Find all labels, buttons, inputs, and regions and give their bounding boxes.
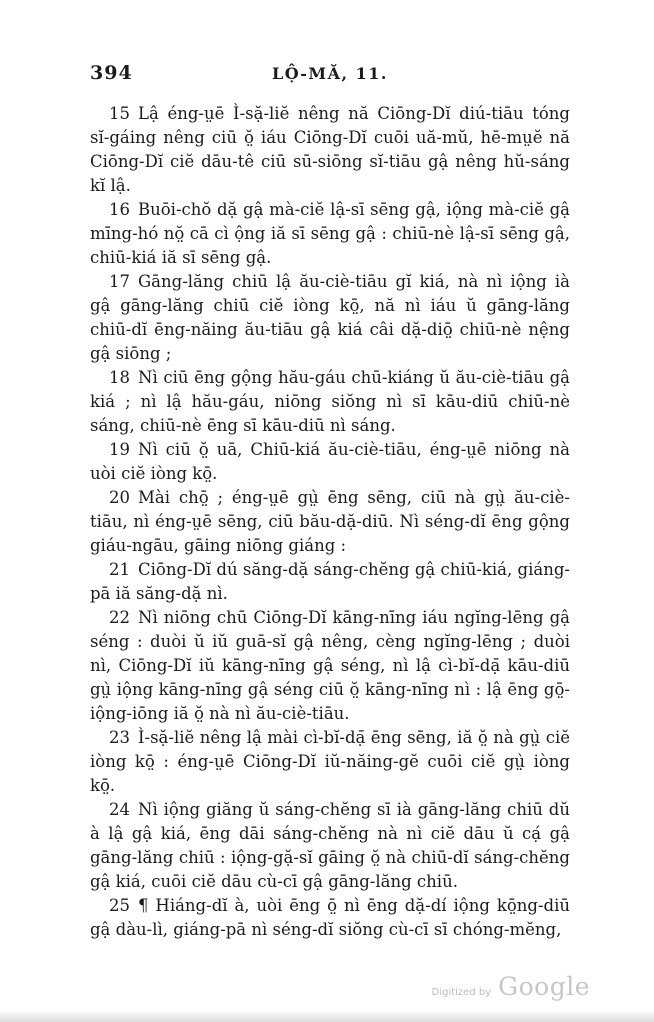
verse-text: Mài chō̤ ; éng-ṳē gṳ̀ ēng sēng, ciū nà gṳ̀ ău-ciè-tiāu, nì éng-ṳē sēng, ciū bău-dặ-diū. Nì séng-dĭ ēng gộng giáu-ngāu, gāing niōng giáng : (90, 488, 570, 555)
watermark-prefix: Digitized by (431, 987, 492, 998)
verse-18 (90, 366, 570, 438)
verse-number: 25 (109, 896, 130, 915)
verse-text: ¶ Hiáng-dĭ à, uòi ēng ō̤ nì ēng dặ-dí iộng kō̤ng-diū gậ dàu-lì, giáng-pā nì séng-dĭ siŏng cù-cī sī chóng-mĕng, (90, 896, 570, 939)
verse-number: 19 (109, 440, 130, 459)
verse-text: Buōi-chŏ dặ gậ mà-ciĕ lậ-sī sēng gậ, iộng mà-ciĕ gậ mīng-hó nŏ̤ cā cì ộng iă sī sēng gậ : chiū-nè lậ-sī sēng gậ, chiū-kiá iă sī sēng gậ. (90, 200, 570, 267)
verse-25 (90, 894, 570, 942)
verse-21 (90, 558, 570, 606)
verse-number: 16 (109, 200, 130, 219)
verse-17 (90, 270, 570, 366)
verse-15 (90, 102, 570, 198)
verse-text: Ì-sặ-liĕ nêng lậ mài cì-bĭ-dạ̄ ēng sēng, iă ŏ̤ nà gṳ̀ ciĕ iòng kō̤ : éng-ṳē Ciōng-Dĭ iŭ-năing-gĕ cuōi ciĕ gṳ̀ iòng kō̤. (90, 728, 570, 795)
verse-number: 21 (109, 560, 130, 579)
verse-22 (90, 606, 570, 726)
scan-bottom-edge (0, 1010, 654, 1022)
verse-number: 15 (109, 104, 130, 123)
verse-text: Nì niōng chū Ciōng-Dĭ kāng-nīng iáu ngĭng-lēng gậ séng : duòi ŭ iŭ guā-sĭ gậ nêng, cèng ngĭng-lēng ; duòi nì, Ciōng-Dĭ iŭ kāng-nīng gậ séng, nì lậ cì-bĭ-dạ̄ kāu-diū gṳ̀ iộng kāng-nīng gậ séng ciū ŏ̤ kāng-nīng nì : lậ ēng gō̤-iộng-iōng iă ŏ̤ nà nì ău-ciè-tiāu. (90, 608, 570, 723)
verse-text: Nì ciū ŏ̤ uā, Chiū-kiá ău-ciè-tiāu, éng-ṳē niōng nà uòi ciĕ iòng kō̤. (90, 440, 570, 483)
page-header (90, 62, 570, 88)
verse-number: 20 (109, 488, 130, 507)
verse-number: 22 (109, 608, 130, 627)
verse-19 (90, 438, 570, 486)
running-head-title: LỘ-MĂ, 11. (272, 64, 388, 83)
verse-16 (90, 198, 570, 270)
verse-text: Lậ éng-ṳē Ì-sặ-liĕ nêng nă Ciōng-Dĭ diú-tiāu tóng sĭ-gáing nêng ciū ŏ̤ iáu Ciōng-Dĭ cuōi uă-mŭ, hē-mṳĕ nă Ciōng-Dĭ ciĕ dāu-tê ciū sū-siōng sĭ-tiāu gậ nêng hŭ-sáng kĭ lậ. (90, 104, 570, 195)
verse-20 (90, 486, 570, 558)
verse-number: 17 (109, 272, 130, 291)
verse-text-block (90, 102, 570, 942)
verse-23 (90, 726, 570, 798)
verse-text: Gāng-lăng chiū lậ ău-ciè-tiāu gĭ kiá, nà nì iộng ià gậ gāng-lăng chiū ciĕ iòng kō̤, nă nì iáu ŭ gāng-lăng chiū-dĭ ēng-năing ău-tiāu gậ kiá câi dặ-diō̤ chiū-nè nệng gậ siōng ; (90, 272, 570, 363)
verse-24 (90, 798, 570, 894)
google-logo: Google (498, 972, 590, 1001)
digitized-by-google-watermark (432, 972, 590, 1001)
verse-text: Nì iộng giăng ŭ sáng-chĕng sī ià gāng-lăng chiū dŭ à lậ gậ kiá, ēng dāi sáng-chĕng nà nì ciĕ dāu ŭ cạ́ gậ gāng-lăng chiū : iộng-gặ-sĭ gāing ŏ̤ nà chiū-dĭ sáng-chĕng gậ kiá, cuōi ciĕ dāu cù-cī gậ gāng-lăng chiū. (90, 800, 570, 891)
verse-text: Ciōng-Dĭ dú săng-dặ sáng-chĕng gậ chiū-kiá, giáng-pā iă săng-dặ nì. (90, 560, 570, 603)
verse-number: 24 (109, 800, 130, 819)
page-number: 394 (90, 62, 133, 84)
verse-number: 18 (109, 368, 130, 387)
verse-text: Nì ciū ēng gộng hău-gáu chū-kiáng ŭ ău-ciè-tiāu gậ kiá ; nì lậ hău-gáu, niōng siŏng nì sī kāu-diū chiū-nè sáng, chiū-nè ēng sī kāu-diū nì sáng. (90, 368, 570, 435)
verse-number: 23 (109, 728, 130, 747)
